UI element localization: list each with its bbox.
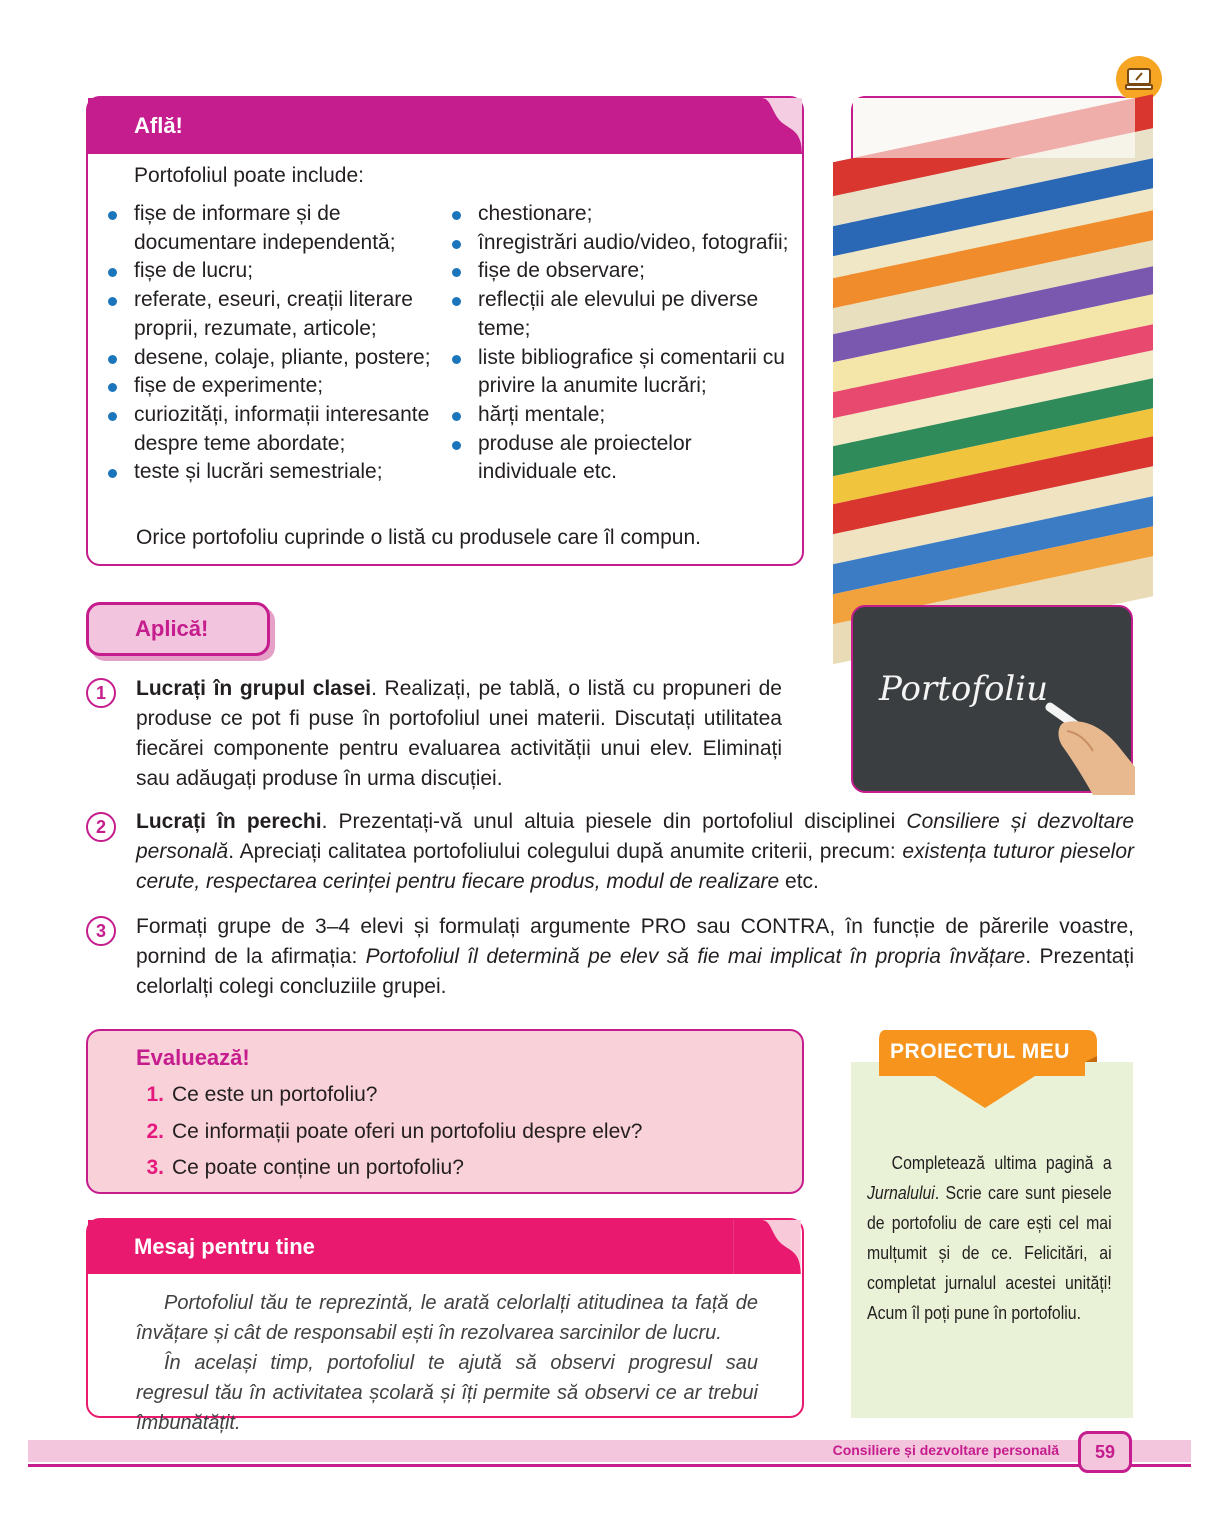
list-item: teste și lucrări semestriale; (108, 458, 438, 487)
list-item: reflecții ale elevului pe diverse teme; (452, 286, 796, 343)
list-item: hărți mentale; (452, 401, 796, 430)
exercise-2-body-c: etc. (779, 870, 819, 893)
exercise-number-3: 3 (86, 916, 116, 946)
exercise-1-body: . Realizați, pe tablă, o listă cu propuneri de produse ce pot fi puse în portofoliul unei materii. Discutați utilitatea fiecărei componente pentru evaluarea activității unui elev. Eliminați sau adăugați produse în urma discuției. (136, 677, 782, 790)
list-item: fișe de lucru; (108, 257, 438, 286)
list-item: produse ale proiectelor individuale etc. (452, 430, 796, 487)
list-item: înregistrări audio/video, fotografii; (452, 229, 796, 258)
exercise-3-body-b: . Prezentați celorlalți colegi concluziile grupei. (136, 945, 1134, 998)
list-item: chestionare; (452, 200, 796, 229)
exercise-2-text (136, 807, 1134, 897)
list-item: referate, eseuri, creații literare proprii, rezumate, articole; (108, 286, 438, 343)
computer-icon (1116, 56, 1162, 102)
footer-line (28, 1464, 1191, 1467)
exercise-2-bold: Lucrați în perechi (136, 810, 322, 833)
evalueaza-item (136, 1120, 642, 1144)
item-number: 3. (146, 1156, 164, 1179)
afla-box (86, 96, 804, 566)
item-text: Ce poate conține un portofoliu? (172, 1156, 464, 1179)
afla-header (88, 98, 788, 154)
folders-photo (851, 96, 1133, 566)
proiect-banner (875, 1026, 1097, 1110)
hand-chalk-icon (1023, 687, 1135, 795)
afla-list-left (108, 200, 438, 487)
list-item: liste bibliografice și comentarii cu privire la anumite lucrări; (452, 344, 796, 401)
exercise-1-text (136, 674, 782, 794)
exercise-3-italic: Portofoliul îl determină pe elev să fie mai implicat în propria învățare (365, 945, 1026, 968)
proiect-title: PROIECTUL MEU (890, 1040, 1070, 1063)
proiect-text (867, 1148, 1112, 1328)
exercise-2-italic-a: Consiliere și dezvoltare personală (136, 810, 1135, 863)
evalueaza-item (136, 1083, 377, 1107)
mesaj-title: Mesaj pentru tine (134, 1234, 315, 1259)
exercise-3-body-a: Formați grupe de 3–4 elevi și formulați argumente PRO sau CONTRA, în funcție de părerile voastre, pornind de la afirmația: (136, 915, 1134, 968)
page-number: 59 (1078, 1431, 1132, 1473)
afla-title: Află! (134, 113, 183, 138)
aplica-title: Aplică! (135, 616, 209, 641)
mesaj-paragraph-1: Portofoliul tău te reprezintă, le arată celorlalți atitudinea ta față de învățare și cât de responsabil ești în rezolvarea sarcinilor de lucru. (136, 1292, 758, 1344)
exercise-2-body-b: . Apreciați calitatea portofoliului colegului după anumite criterii, precum: (228, 840, 903, 863)
afla-footer: Orice portofoliu cuprinde o listă cu produsele care îl compun. (136, 526, 701, 549)
chalkboard-image (851, 605, 1133, 793)
afla-list-right (452, 200, 796, 487)
chalkboard-word: Portofoliu (879, 669, 1049, 709)
proiect-box (851, 1062, 1133, 1418)
proiect-italic: Jurnalului (867, 1183, 935, 1203)
exercise-1-bold: Lucrați în grupul clasei (136, 677, 372, 700)
footer-subject: Consiliere și dezvoltare personală (832, 1442, 1059, 1458)
afla-intro: Portofoliul poate include: (134, 164, 364, 187)
evalueaza-title: Evaluează! (136, 1045, 250, 1070)
item-number: 2. (146, 1120, 164, 1143)
mesaj-box (86, 1218, 804, 1434)
mesaj-header (88, 1220, 788, 1274)
list-item: curiozități, informații interesante despre teme abordate; (108, 401, 438, 458)
header-curl-decoration (732, 98, 802, 154)
evalueaza-box (86, 1029, 804, 1194)
list-item: desene, colaje, pliante, postere; (108, 344, 438, 373)
evalueaza-item (136, 1156, 464, 1180)
exercise-3-text (136, 912, 1134, 1002)
list-item: fișe de observare; (452, 257, 796, 286)
item-text: Ce informații poate oferi un portofoliu despre elev? (172, 1120, 643, 1143)
exercise-2-body-a: . Prezentați-vă unul altuia piesele din portofoliul disciplinei (321, 810, 907, 833)
item-text: Ce este un portofoliu? (172, 1083, 378, 1106)
list-item: fișe de experimente; (108, 372, 438, 401)
mesaj-paragraph-2: În același timp, portofoliul te ajută să observi progresul sau regresul tău în activitatea școlară și îți permite să observi ce ar trebui îmbunătățit. (136, 1352, 758, 1434)
proiect-text-a: Completează ultima pagină a (891, 1153, 1112, 1173)
header-curl-decoration (732, 1220, 802, 1274)
exercise-number-1: 1 (86, 678, 116, 708)
proiect-text-b: . Scrie care sunt piesele de portofoliu de care ești cel mai mulțumit și de ce. Felicitări, ai completat jurnalul acestei unități! Acum îl poți pune în portofoliu. (867, 1183, 1112, 1323)
list-item: fișe de informare și de documentare independentă; (108, 200, 438, 257)
exercise-2-italic-b: existența tuturor pieselor cerute, respectarea cerinței pentru fiecare produs, modul de realizare (136, 840, 1134, 893)
exercise-number-2: 2 (86, 812, 116, 842)
item-number: 1. (146, 1083, 164, 1106)
aplica-tab (86, 602, 270, 656)
